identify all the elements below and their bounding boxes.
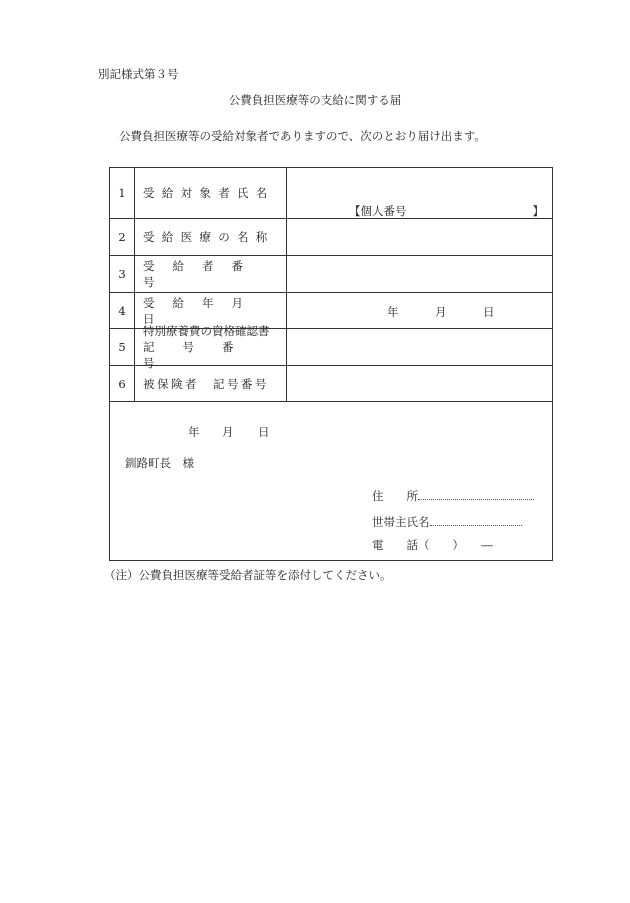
row-medical-care-name	[110, 219, 552, 256]
row-number: 3	[110, 256, 135, 292]
bracket-close: 】	[532, 204, 544, 218]
form-number: 別記様式第３号	[98, 67, 179, 81]
row-number: 1	[110, 168, 135, 218]
row-label: 受給者番号	[135, 256, 287, 292]
date-month: 月	[435, 305, 447, 319]
row-label: 受給年月日	[135, 293, 287, 328]
row-label	[135, 324, 287, 370]
application-form	[109, 167, 553, 561]
footer-year: 年	[188, 425, 200, 439]
row-label-line1: 特別療養費の資格確認書	[143, 324, 270, 338]
document-title: 公費負担医療等の支給に関する届	[228, 93, 402, 107]
footer-day: 日	[258, 425, 270, 439]
row-number: 2	[110, 219, 135, 255]
row-recipient-number	[110, 256, 552, 293]
personal-number-bracket	[349, 203, 544, 219]
addressee: 釧路町長 様	[125, 456, 194, 470]
footnote: （注）公費負担医療等受給者証等を添付してください。	[104, 568, 392, 582]
row-recipient-name	[110, 168, 552, 219]
row-number: 4	[110, 293, 135, 328]
row-label: 受給医療の名称	[135, 219, 287, 255]
row-label-line2: 記号番号	[143, 340, 262, 370]
phone-label: 電 話（ ） ―	[372, 538, 493, 552]
footer-month: 月	[222, 425, 234, 439]
row-number: 5	[110, 329, 135, 365]
bracket-open: 【個人番号	[349, 204, 407, 218]
qualification-cert-field[interactable]	[287, 329, 552, 365]
row-number: 6	[110, 366, 135, 401]
householder-label: 世帯主氏名	[372, 515, 430, 529]
address-dots	[418, 487, 534, 500]
row-label: 受給対象者氏名	[135, 168, 287, 218]
phone-line[interactable]	[372, 537, 493, 553]
householder-line[interactable]	[372, 513, 522, 530]
householder-dots	[430, 513, 522, 526]
address-line[interactable]	[372, 487, 534, 504]
row-qualification-cert	[110, 324, 552, 370]
medical-care-name-field[interactable]	[287, 219, 552, 255]
date-year: 年	[387, 305, 399, 319]
receipt-date-field[interactable]	[287, 293, 552, 328]
intro-text: 公費負担医療等の受給対象者でありますので、次のとおり届け出ます。	[119, 129, 486, 143]
row-label: 被保険者 記号番号	[135, 366, 287, 401]
date-day: 日	[483, 305, 495, 319]
address-label: 住 所	[372, 489, 418, 503]
row-insured-number	[110, 366, 552, 402]
insured-number-field[interactable]	[287, 366, 552, 401]
recipient-number-field[interactable]	[287, 256, 552, 292]
recipient-name-field[interactable]	[287, 168, 552, 218]
